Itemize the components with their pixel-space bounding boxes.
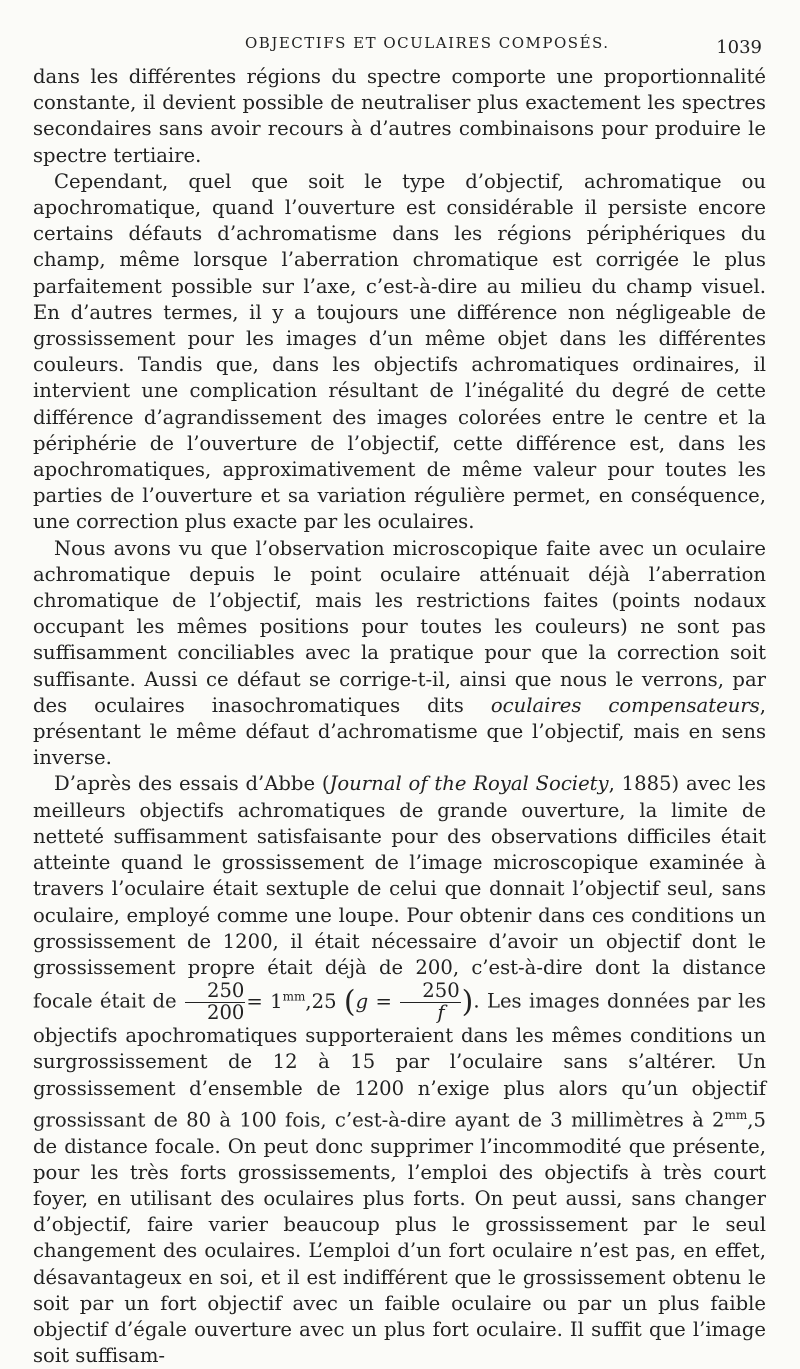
fraction-250-f	[400, 981, 460, 1023]
paragraph-3-text-a: Nous avons vu que l’observation microscopique faite avec un oculaire achromatique depuis le point oculaire atténuait déjà l’aberration chromatique de l’objectif, mais les restrictions faites (points nodaux occupant les mêmes positions pour toutes les couleurs) ne sont pas suffisamment conciliables avec la pratique pour que la correction soit suffisante. Aussi ce défaut se corrige-t-il, ainsi que nous le verrons, par des oculaires inasochromatiques dits	[33, 536, 766, 717]
focal-length-formula	[184, 979, 474, 1024]
fraction-denominator	[400, 1000, 460, 1024]
paragraph-4-text-d: ,5 de distance focale. On peut donc supprimer l’incommodité que présente, pour les très forts grossissements, l’emploi des objectifs à très court foyer, en utilisant des oculaires plus forts. On peut aussi, sans changer d’objectif, faire varier beaucoup plus le grossissement par le seul changement des oculaires. L’emploi d’un fort oculaire n’est pas, en effet, désavantageux en soi, et il est indifférent que le grossissement obtenu le soit par un fort objectif avec un faible oculaire ou par un plus faible objectif d’égale ouverture avec un plus fort oculaire. Il suffit que l’image soit suffisam-	[33, 1108, 766, 1368]
formula-equals-value: = 1	[246, 989, 283, 1013]
body-text	[33, 64, 766, 1369]
paragraph-2: Cependant, quel que soit le type d’objectif, achromatique ou apochromatique, quand l’ouverture est considérable il persiste encore certains défauts d’achromatisme dans les régions périphériques du champ, même lorsque l’aberration chromatique est corrigée le plus parfaitement possible sur l’axe, c’est-à-dire au milieu du champ visuel. En d’autres termes, il y a toujours une différence non négligeable de grossissement pour les images d’un même objet dans les différentes couleurs. Tandis que, dans les objectifs achromatiques ordinaires, il intervient une complication résultant de l’inégalité du degré de cette différence d’agrandissement des images colorées entre le centre et la périphérie de l’ouverture de l’objectif, cette différence est, dans les apochromatiques, approximativement de même valeur pour toutes les parties de l’ouverture et sa variation régulière permet, en conséquence, une correction plus exacte par les oculaires.	[33, 169, 766, 534]
running-head: OBJECTIFS ET OCULAIRES COMPOSÉS.	[245, 34, 610, 52]
formula-decimal: ,25	[305, 989, 337, 1013]
paragraph-4-text-a: D’après des essais d’Abbe (	[54, 772, 330, 796]
fraction-numerator: 250	[400, 981, 460, 1003]
page-number: 1039	[716, 37, 762, 58]
paragraph-4	[33, 771, 766, 1369]
formula-unit-mm: mm	[282, 989, 306, 1004]
close-paren: )	[461, 984, 474, 1020]
formula-g-lhs: g =	[355, 989, 392, 1013]
fraction-denominator: 200	[207, 1000, 245, 1024]
paragraph-3-text-b: , présentant le même défaut d’achromatisme que l’objectif, mais en sens inverse.	[33, 693, 766, 770]
paragraph-4-italic: Journal of the Royal Society	[329, 772, 609, 796]
paragraph-3	[33, 536, 766, 772]
open-paren: (	[343, 984, 356, 1020]
unit-mm-2: mm	[724, 1107, 748, 1122]
paragraph-4-text-b: , 1885) avec les meilleurs objectifs achromatiques de grande ouverture, la limite de netteté suffisamment satisfaisante pour des observations difficiles était atteinte quand le grossissement de l’image microscopique examinée à travers l’oculaire était sextuple de celui que donnait l’objectif seul, sans oculaire, employé comme une loupe. Pour obtenir dans ces conditions un grossissement de 1200, il était nécessaire d’avoir un objectif dont le grossissement propre était déjà de 200, c’est-à-dire dont la distance focale était de	[33, 772, 766, 1013]
paragraph-4-text-c: . Les images données par les objectifs apochromatiques supporteraient dans les mêmes conditions un surgrossissement de 12 à 15 par l’oculaire sans s’altérer. Un grossissement d’ensemble de 1200 n’exige plus alors qu’un objectif grossissant de 80 à 100 fois, c’est-à-dire ayant de 3 millimètres à 2	[33, 989, 766, 1132]
fraction-numerator: 250	[185, 981, 245, 1003]
page-header	[33, 30, 766, 60]
paragraph-1: dans les différentes régions du spectre comporte une proportionnalité constante, il devient possible de neutraliser plus exactement les spectres secondaires sans avoir recours à d’autres combinaisons pour produire le spectre tertiaire.	[33, 65, 766, 167]
fraction-250-200	[185, 981, 245, 1023]
fraction-denominator-f: f	[437, 1000, 445, 1024]
paragraph-3-italic: oculaires compensateurs	[490, 693, 760, 717]
